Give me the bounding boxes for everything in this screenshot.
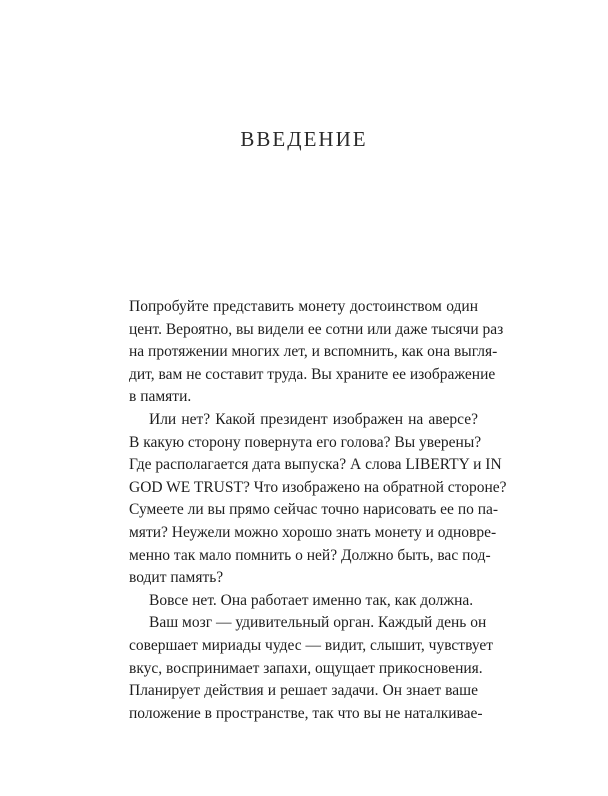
text-line: водит память?: [129, 569, 224, 587]
text-line: Планирует действия и решает задачи. Он знает ваше: [129, 682, 478, 700]
paragraph: [129, 612, 494, 725]
text-line: дит, вам не составит труда. Вы храните ее изображение: [129, 365, 496, 383]
text-line: GOD WE TRUST? Что изображено на обратной стороне?: [129, 478, 507, 496]
text-line: цент. Вероятно, вы видели ее сотни или даже тысячи раз: [129, 320, 504, 338]
text-line: менно так мало помнить о ней? Должно быть, вас под-: [129, 546, 491, 564]
text-line: совершает мириады чудес — видит, слышит, чувствует: [129, 636, 494, 654]
text-line: вкус, воспринимает запахи, ощущает прикосновения.: [129, 659, 483, 677]
text-line: Сумеете ли вы прямо сейчас точно нарисовать ее по па-: [129, 501, 499, 519]
text-line: В какую сторону повернута его голова? Вы уверены?: [129, 433, 482, 451]
text-line: Попробуйте представить монету достоинством один: [129, 298, 478, 315]
paragraph: [129, 296, 504, 409]
text-line: Вовсе нет. Она работает именно так, как должна.: [149, 591, 474, 609]
body-text: [129, 296, 507, 725]
text-line: мяти? Неужели можно хорошо знать монету и одновре-: [129, 523, 497, 541]
text-line: Ваш мозг — удивительный орган. Каждый день он: [149, 614, 487, 632]
text-line: на протяжении многих лет, и вспомнить, как она выгля-: [129, 343, 498, 361]
paragraph: [129, 409, 507, 590]
text-line: Где располагается дата выпуска? А слова LIBERTY и IN: [129, 456, 502, 474]
chapter-title: ВВЕДЕНИЕ: [240, 127, 368, 151]
paragraph: [129, 590, 478, 613]
text-line: Или нет? Какой президент изображен на аверсе?: [149, 410, 478, 428]
text-line: в памяти.: [129, 388, 192, 406]
text-line: положение в пространстве, так что вы не наталкивае-: [129, 704, 483, 722]
